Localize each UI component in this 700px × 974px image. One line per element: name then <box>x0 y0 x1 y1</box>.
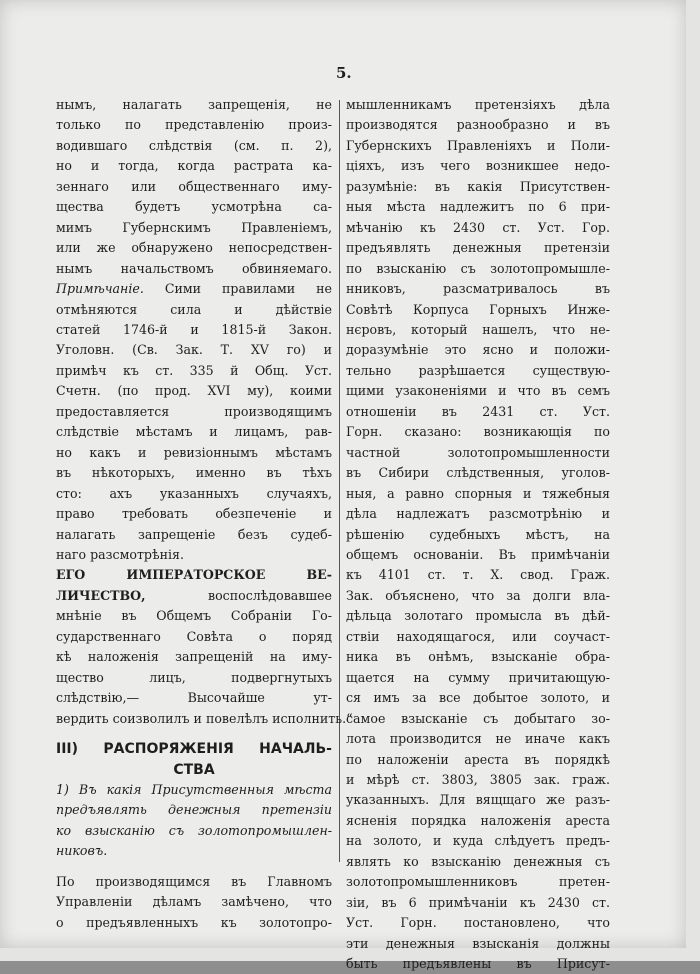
section-heading-end: СТВА <box>173 761 215 778</box>
text-line: Управленіи дѣламъ замѣчено, что <box>56 894 332 910</box>
text-line: дѣла надлежатъ разсмотрѣнію и <box>346 506 610 522</box>
text-line: ныя мѣста надлежитъ по 6 при- <box>346 199 610 215</box>
text-line: Зак. объяснено, что за долги вла- <box>346 587 610 603</box>
text-line: Счетн. (по прод. XVI му), коими <box>56 383 332 399</box>
column-divider <box>339 100 340 862</box>
text-line: предоставляется производящимъ <box>56 403 332 419</box>
text-line: слѣдствіе мѣстамъ и лицамъ, рав- <box>56 424 332 440</box>
text-line: Губернскихъ Правленіяхъ и Поли- <box>346 137 610 153</box>
spacer <box>56 729 332 739</box>
text-line: Горн. сказано: возникающія по <box>346 424 610 440</box>
text-line: нєровъ, который нашелъ, что не- <box>346 321 610 337</box>
text-line: щество лицъ, подвергнутыхъ <box>56 669 332 685</box>
text-line: право требовать обезпеченіе и <box>56 506 332 522</box>
text-line: на золото, и куда слѣдуетъ предъ- <box>346 833 610 849</box>
text-line: нымъ начальствомъ обвиняемаго. <box>56 260 332 276</box>
text-line: щими узаконеніями и что въ семъ <box>346 383 610 399</box>
text-line: въ нѣкоторыхъ, именно въ тѣхъ <box>56 465 332 481</box>
text-line: сударственнаго Совѣта о поряд <box>56 628 332 644</box>
text-line: эти денежныя взысканія должны <box>346 935 610 951</box>
text-line: въ Сибири слѣдственныя, уголов- <box>346 465 610 481</box>
text-line: тельно разрѣшается существую- <box>346 362 610 378</box>
text-line: Уголовн. (Св. Зак. Т. XV го) и <box>56 342 332 358</box>
majesty-title-end: ЛИЧЕСТВО, <box>56 587 146 603</box>
text-line: зеннаго или общественнаго иму- <box>56 178 332 194</box>
text-line: ника въ онѣмъ, взысканіе обра- <box>346 649 610 665</box>
text-line: ціяхъ, изъ чего возникшее недо- <box>346 158 610 174</box>
text-line: ствіи находящагося, или соучаст- <box>346 628 610 644</box>
text-line: кѣ наложенія запрещеній на иму- <box>56 649 332 665</box>
text-line: но какъ и ревизіоннымъ мѣстамъ <box>56 444 332 460</box>
text-line: щается на сумму причитающую- <box>346 669 610 685</box>
text-line: указанныхъ. Для вящщаго же разъ- <box>346 792 610 808</box>
text-line: отмѣняются сила и дѣйствіе <box>56 301 332 317</box>
text-line: статей 1746-й и 1815-й Закон. <box>56 321 332 337</box>
majesty-second-text: воспослѣдовавшее <box>145 587 332 603</box>
note-first-text: Сими правилами не <box>143 281 332 297</box>
text-line: нниковъ, разсматривалось въ <box>346 281 610 297</box>
text-line: по наложеніи ареста въ порядкѣ <box>346 751 610 767</box>
subheading-line: предъявлять денежныя претензіи <box>56 802 332 818</box>
text-line: мнѣніе въ Общемъ Собраніи Го- <box>56 608 332 624</box>
subheading-line: никовъ. <box>56 843 108 859</box>
text-line: разумѣніе: въ какія Присутствен- <box>346 178 610 194</box>
section-heading: III) РАСПОРЯЖЕНІЯ НАЧАЛЬ- <box>56 741 332 758</box>
text-line: но и тогда, когда растрата ка- <box>56 158 332 174</box>
text-line: мимъ Губернскимъ Правленіемъ, <box>56 219 332 235</box>
page-number: 5. <box>336 64 352 82</box>
text-line: водившаго слѣдствія (см. п. 2), <box>56 137 332 153</box>
text-line: только по представленію произ- <box>56 117 332 133</box>
text-line: къ 4101 ст. т. X. свод. Граж. <box>346 567 610 583</box>
note-label: Примѣчаніе. <box>56 281 144 297</box>
text-line: слѣдствію,— Высочайше ут- <box>56 690 332 706</box>
text-line: и мѣрѣ ст. 3803, 3805 зак. граж. <box>346 771 610 787</box>
text-line: примѣч къ ст. 335 й Общ. Уст. <box>56 362 332 378</box>
text-line: Уст. Горн. постановлено, что <box>346 915 610 931</box>
text-line: производятся разнообразно и въ <box>346 117 610 133</box>
text-line: Совѣтѣ Корпуса Горныхъ Инже- <box>346 301 610 317</box>
text-line: по взысканію съ золотопромышле- <box>346 260 610 276</box>
text-line: самое взысканіе съ добытаго зо- <box>346 710 610 726</box>
text-line: дѣльца золотаго промысла въ дѣй- <box>346 608 610 624</box>
text-line: общемъ основаніи. Въ примѣчаніи <box>346 546 610 562</box>
text-line: предъявлять денежныя претензіи <box>346 240 610 256</box>
majesty-title: ЕГО ИМПЕРАТОРСКОЕ ВЕ- <box>56 567 332 583</box>
text-line: щества будетъ усмотрѣна са- <box>56 199 332 215</box>
text-line: сто: ахъ указанныхъ случаяхъ, <box>56 485 332 501</box>
text-line: доразумѣніе это ясно и положи- <box>346 342 610 358</box>
text-line: мышленникамъ претензіяхъ дѣла <box>346 97 610 112</box>
majesty-second-line <box>56 586 332 606</box>
text-line: зіи, въ 6 примѣчаніи къ 2430 ст. <box>346 894 610 910</box>
subheading-line: ко взысканію съ золотопромышлен- <box>56 822 332 838</box>
right-column <box>346 95 610 974</box>
text-line: ясненія порядка наложенія ареста <box>346 812 610 828</box>
text-line: или же обнаружено непосредствен- <box>56 240 332 256</box>
subheading-line: 1) Въ какія Присутственныя мѣста <box>56 781 332 797</box>
text-line: налагать запрещеніе безъ судеб- <box>56 526 332 542</box>
left-column <box>56 95 353 933</box>
text-line: рѣшенію судебныхъ мѣстъ, на <box>346 526 610 542</box>
text-line: По производящимся въ Главномъ <box>56 873 332 889</box>
text-line: отношеніи въ 2431 ст. Уст. <box>346 403 610 419</box>
text-line: частной золотопромышленности <box>346 444 610 460</box>
text-line: наго разсмотрѣнія. <box>56 546 184 562</box>
text-line: лота производится не иначе какъ <box>346 731 610 747</box>
text-line: о предъявленныхъ къ золотопро- <box>56 914 332 930</box>
text-line: ся имъ за все добытое золото, и <box>346 690 610 706</box>
text-line: мѣчанію къ 2430 ст. Уст. Гор. <box>346 219 610 235</box>
text-line: золотопромышленниковъ претен- <box>346 874 610 890</box>
spacer <box>56 862 332 872</box>
text-line: вердить соизволилъ и повелѣлъ исполнить.“ <box>56 710 353 726</box>
text-line: быть предъявлены въ Присут- <box>346 956 610 972</box>
text-line: ныя, а равно спорныя и тяжебныя <box>346 485 610 501</box>
text-line: нымъ, налагать запрещенія, не <box>56 97 332 112</box>
text-line: являть ко взысканію денежныя съ <box>346 853 610 869</box>
note-first-line <box>56 279 332 299</box>
